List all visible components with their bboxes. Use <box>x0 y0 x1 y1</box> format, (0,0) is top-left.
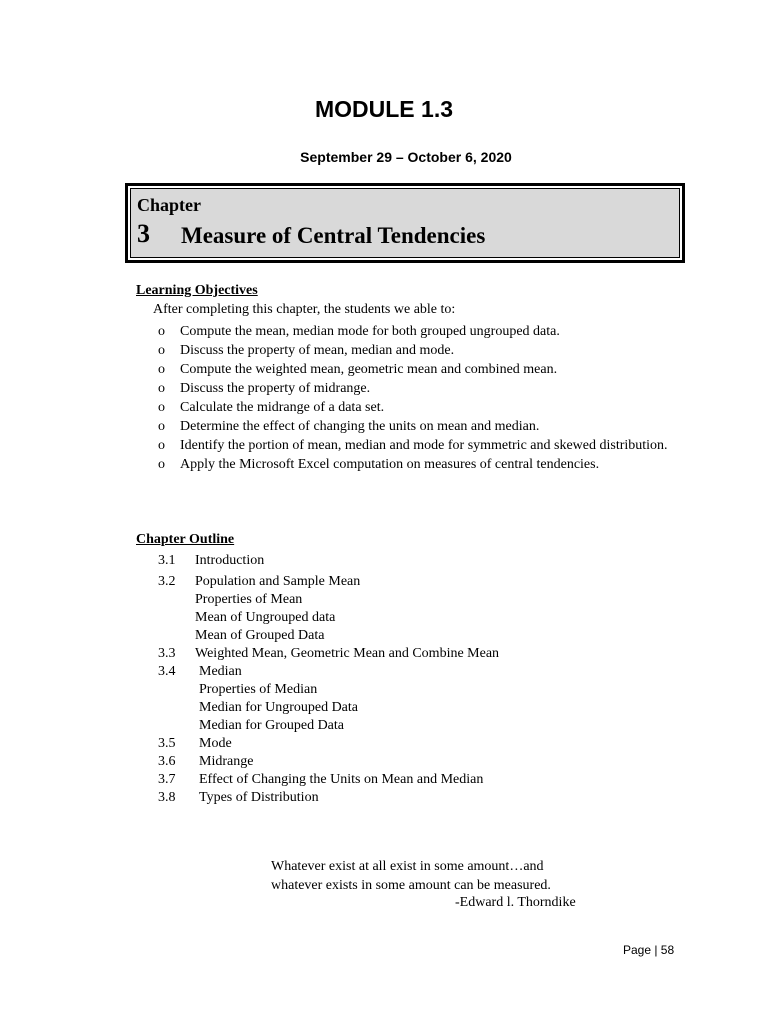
objective-item <box>156 360 677 379</box>
learning-objectives-heading: Learning Objectives <box>136 283 258 298</box>
chapter-title: Measure of Central Tendencies <box>181 223 486 248</box>
chapter-outline-heading: Chapter Outline <box>136 532 235 547</box>
quote-line: Whatever exist at all exist in some amount…and <box>271 859 544 874</box>
outline-subtext: Properties of Median <box>199 682 318 697</box>
quote-line: whatever exists in some amount can be measured. <box>271 878 551 893</box>
date-range: September 29 – October 6, 2020 <box>300 149 512 165</box>
quote <box>271 857 551 895</box>
chapter-number: 3 <box>137 219 150 248</box>
objective-text: Determine the effect of changing the units on mean and median. <box>180 419 540 434</box>
outline-text: Mode <box>199 736 232 751</box>
objective-text: Compute the mean, median mode for both grouped ungrouped data. <box>180 324 560 339</box>
bullet-icon: o <box>158 324 165 339</box>
objective-item <box>156 322 677 341</box>
objective-item <box>156 398 677 417</box>
outline-text: Effect of Changing the Units on Mean and Median <box>199 772 484 787</box>
outline-subtext: Mean of Ungrouped data <box>195 610 336 625</box>
outline-number: 3.6 <box>158 754 176 769</box>
objective-item <box>156 436 677 455</box>
outline-subtext: Properties of Mean <box>195 592 303 607</box>
objective-text: Discuss the property of mean, median and mode. <box>180 343 455 358</box>
outline-subtext: Mean of Grouped Data <box>195 628 325 643</box>
outline-number: 3.4 <box>158 664 176 679</box>
learning-objectives-intro: After completing this chapter, the students we able to: <box>153 302 456 317</box>
bullet-icon: o <box>158 400 165 415</box>
outline-text: Types of Distribution <box>199 790 319 805</box>
objective-item <box>156 379 677 398</box>
objective-text: Calculate the midrange of a data set. <box>180 400 385 415</box>
outline-subtext: Median for Grouped Data <box>199 718 345 733</box>
outline-number: 3.5 <box>158 736 176 751</box>
bullet-icon: o <box>158 419 165 434</box>
outline-text: Weighted Mean, Geometric Mean and Combine Mean <box>195 646 500 661</box>
page-number: Page | 58 <box>623 943 675 957</box>
bullet-icon: o <box>158 381 165 396</box>
objective-text: Discuss the property of midrange. <box>180 381 371 396</box>
objective-text: Compute the weighted mean, geometric mean and combined mean. <box>180 362 558 377</box>
bullet-icon: o <box>158 438 165 453</box>
outline-text: Introduction <box>195 553 265 568</box>
outline-text: Midrange <box>199 754 254 769</box>
outline-text: Population and Sample Mean <box>195 574 361 589</box>
learning-objectives-list <box>156 322 677 474</box>
bullet-icon: o <box>158 457 165 472</box>
outline-subtext: Median for Ungrouped Data <box>199 700 359 715</box>
outline-number: 3.7 <box>158 772 176 787</box>
objective-item <box>156 417 677 436</box>
quote-author: -Edward l. Thorndike <box>455 895 576 910</box>
outline-number: 3.3 <box>158 646 176 661</box>
objective-item <box>156 341 677 360</box>
chapter-banner <box>125 183 685 263</box>
chapter-label: Chapter <box>137 195 201 215</box>
outline-number: 3.2 <box>158 574 176 589</box>
outline-text: Median <box>199 664 242 679</box>
outline-number: 3.8 <box>158 790 176 805</box>
module-title: MODULE 1.3 <box>314 96 454 122</box>
outline-number: 3.1 <box>158 553 176 568</box>
bullet-icon: o <box>158 343 165 358</box>
chapter-banner-inner <box>130 188 680 258</box>
objective-text: Apply the Microsoft Excel computation on measures of central tendencies. <box>180 457 600 472</box>
bullet-icon: o <box>158 362 165 377</box>
objective-item <box>156 455 677 474</box>
objective-text: Identify the portion of mean, median and mode for symmetric and skewed distribution. <box>180 438 668 453</box>
